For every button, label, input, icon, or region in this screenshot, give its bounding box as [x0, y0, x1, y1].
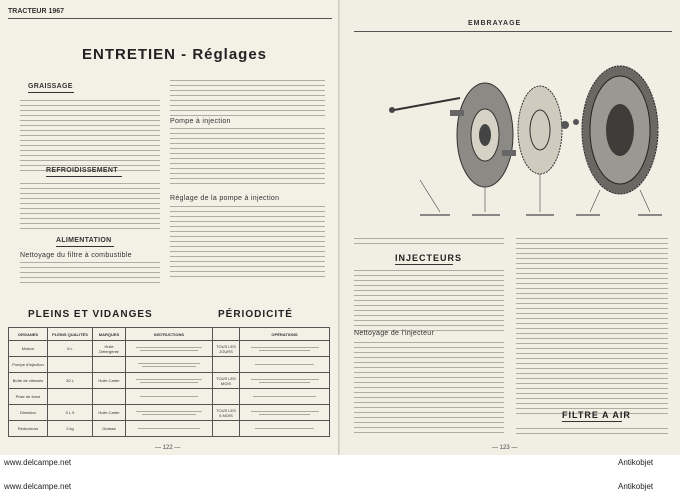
underline-alimentation [56, 246, 114, 247]
table-cell [126, 389, 213, 405]
clutch-exploded-diagram [380, 40, 672, 235]
section-graissage: GRAISSAGE [28, 83, 73, 90]
left-page-number: — 122 — [155, 445, 181, 451]
right-page-number: — 123 — [492, 445, 518, 451]
table-cell [93, 389, 126, 405]
underline-injecteurs [395, 264, 453, 265]
table-cell [126, 421, 213, 437]
table-cell [126, 341, 213, 357]
right-running-head: EMBRAYAGE [468, 20, 522, 27]
table-row [9, 405, 330, 421]
table-cell [240, 341, 330, 357]
watermark-antikobjet-bottom: Antikobjet [618, 482, 654, 491]
table-cell [240, 421, 330, 437]
table-cell [48, 357, 93, 373]
table-header-row [9, 328, 330, 341]
section-alimentation: ALIMENTATION [56, 237, 112, 244]
table-cell: Boîte de vitesses [9, 373, 48, 389]
table-cell [93, 357, 126, 373]
section-refroidissement: REFROIDISSEMENT [46, 167, 118, 174]
underline-graissage [28, 92, 74, 93]
page-title: ENTRETIEN - Réglages [82, 46, 268, 63]
watermark-delcampe-top: www.delcampe.net [4, 458, 72, 467]
table-header: MARQUES [93, 328, 126, 341]
right-top-rule [354, 31, 672, 32]
bolt-shape [394, 98, 460, 110]
section-reglage-pompe: Réglage de la pompe à injection [170, 195, 280, 202]
table-cell [213, 421, 240, 437]
table-row [9, 389, 330, 405]
table-cell [213, 357, 240, 373]
underline-filtre [562, 421, 622, 422]
table-cell: 30 L [48, 373, 93, 389]
table-cell: 6 L [48, 341, 93, 357]
periodicite-title: PÉRIODICITÉ [218, 309, 293, 320]
text-block-col2-top [170, 80, 325, 120]
table-cell: Huile Carter [93, 405, 126, 421]
section-pompe-injection: Pompe à injection [170, 118, 231, 125]
section-nettoyage-injecteur: Nettoyage de l'injecteur [354, 330, 435, 337]
pleins-vidanges-table [8, 327, 330, 437]
watermark-antikobjet-top: Antikobjet [618, 458, 654, 467]
table-cell: Moteur [9, 341, 48, 357]
left-running-head: TRACTEUR 1967 [8, 8, 65, 15]
table-cell: Direction [9, 405, 48, 421]
right-page [340, 0, 680, 455]
filtre-air-title: FILTRE A AIR [562, 410, 631, 420]
text-block-filtre [516, 428, 668, 438]
table-cell [126, 405, 213, 421]
text-block-right-col2 [516, 238, 668, 418]
watermark-footer [0, 455, 680, 496]
text-block-nettoyage-injecteur [354, 342, 504, 437]
table-cell [240, 357, 330, 373]
table-cell: Graisse [93, 421, 126, 437]
section-nettoyage-filtre: Nettoyage du filtre à combustible [20, 252, 132, 259]
friction-disc [518, 86, 562, 174]
table-header: PLEINS QUALITÉS [48, 328, 93, 341]
table-header: OPÉRATIONS [240, 328, 330, 341]
table-cell: Huile Détergente [93, 341, 126, 357]
table-cell: TOUS LES MOIS [213, 373, 240, 389]
table-cell [48, 389, 93, 405]
injecteurs-title: INJECTEURS [395, 253, 463, 263]
table-row [9, 357, 330, 373]
table-cell [126, 357, 213, 373]
left-top-rule [8, 18, 332, 19]
table-cell: Pompe d'injection [9, 357, 48, 373]
text-block-right-col1-top [354, 238, 504, 248]
table-cell [213, 389, 240, 405]
text-block-graissage [20, 100, 160, 175]
pleins-vidanges-title: PLEINS ET VIDANGES [28, 309, 153, 320]
table-cell: 2 kg [48, 421, 93, 437]
table-header: ORGANES [9, 328, 48, 341]
text-block-alimentation [20, 262, 160, 287]
table-row [9, 373, 330, 389]
table-cell [240, 389, 330, 405]
table-cell [126, 373, 213, 389]
text-block-reglage [170, 206, 325, 281]
text-block-injecteurs [354, 270, 504, 335]
table-header [213, 328, 240, 341]
left-page [0, 0, 340, 455]
table-row [9, 341, 330, 357]
underline-refroidissement [46, 176, 122, 177]
spring-shape [450, 110, 464, 116]
table-cell [240, 373, 330, 389]
text-block-pompe [170, 128, 325, 188]
table-cell: TOUS LES JOURS [213, 341, 240, 357]
table-header: INSTRUCTIONS [126, 328, 213, 341]
table-cell: Huile Carter [93, 373, 126, 389]
text-block-refroidissement [20, 183, 160, 233]
table-cell: Prise de force [9, 389, 48, 405]
watermark-delcampe-bottom: www.delcampe.net [4, 482, 72, 491]
table-cell: 0 L 5 [48, 405, 93, 421]
small-part [561, 121, 569, 129]
table-cell: Réducteurs [9, 421, 48, 437]
bolt-head [389, 107, 395, 113]
table-cell [240, 405, 330, 421]
table-row [9, 421, 330, 437]
table-cell: TOUS LES 6 MOIS [213, 405, 240, 421]
